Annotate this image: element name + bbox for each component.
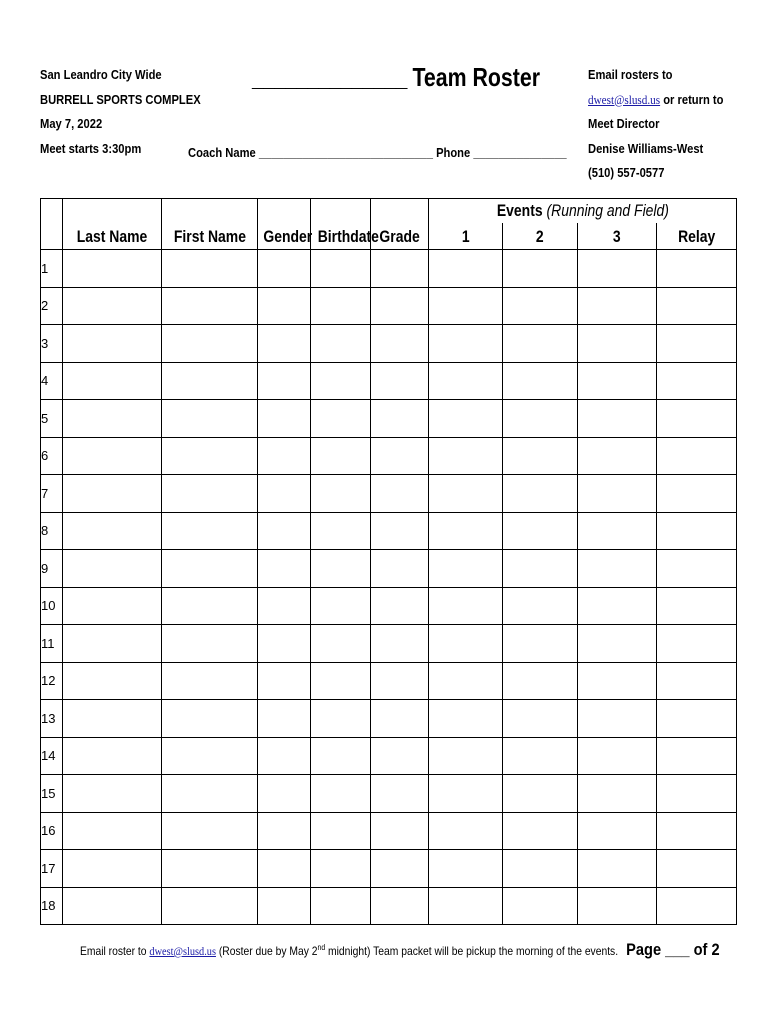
grade-cell[interactable] bbox=[371, 775, 429, 813]
row-number: 6 bbox=[41, 437, 63, 475]
grade-cell[interactable] bbox=[371, 737, 429, 775]
row-number: 16 bbox=[41, 812, 63, 850]
relay-cell[interactable] bbox=[657, 737, 737, 775]
relay-cell[interactable] bbox=[657, 850, 737, 888]
relay-cell[interactable] bbox=[657, 362, 737, 400]
row-number: 7 bbox=[41, 475, 63, 513]
row-number: 14 bbox=[41, 737, 63, 775]
meet-venue: BURRELL SPORTS COMPLEX bbox=[40, 91, 201, 107]
relay-cell[interactable] bbox=[657, 812, 737, 850]
relay-cell[interactable] bbox=[657, 475, 737, 513]
gender-cell[interactable] bbox=[258, 812, 311, 850]
last-name-cell[interactable] bbox=[63, 400, 162, 438]
row-number: 17 bbox=[41, 850, 63, 888]
birthdate-cell[interactable] bbox=[311, 775, 371, 813]
relay-cell[interactable] bbox=[657, 700, 737, 738]
birthdate-cell[interactable] bbox=[311, 362, 371, 400]
gender-cell[interactable] bbox=[258, 475, 311, 513]
meet-date: May 7, 2022 bbox=[40, 116, 103, 131]
phone-label: Phone bbox=[436, 145, 471, 160]
grade-cell[interactable] bbox=[371, 325, 429, 363]
event-2-cell[interactable] bbox=[503, 775, 578, 813]
coach-name-field[interactable]: ____________________________ bbox=[258, 145, 433, 160]
last-name-cell[interactable] bbox=[63, 700, 162, 738]
birthdate-cell[interactable] bbox=[311, 587, 371, 625]
title-text: Team Roster bbox=[412, 62, 541, 92]
email-link[interactable]: dwest@slusd.us bbox=[588, 91, 661, 107]
relay-cell[interactable] bbox=[657, 587, 737, 625]
first-name-cell[interactable] bbox=[162, 400, 258, 438]
first-name-cell[interactable] bbox=[162, 737, 258, 775]
grade-cell[interactable] bbox=[371, 550, 429, 588]
col-grade: Grade bbox=[371, 223, 429, 250]
birthdate-cell[interactable] bbox=[311, 512, 371, 550]
meet-start-time: Meet starts 3:30pm bbox=[40, 140, 142, 156]
table-row bbox=[41, 587, 737, 625]
last-name-cell[interactable] bbox=[63, 512, 162, 550]
col-event-3: 3 bbox=[578, 223, 657, 250]
first-name-cell[interactable] bbox=[162, 887, 258, 925]
team-name-blank[interactable]: ______________ bbox=[252, 62, 407, 92]
last-name-cell[interactable] bbox=[63, 550, 162, 588]
first-name-cell[interactable] bbox=[162, 512, 258, 550]
first-name-cell[interactable] bbox=[162, 437, 258, 475]
col-relay: Relay bbox=[657, 223, 737, 250]
relay-cell[interactable] bbox=[657, 887, 737, 925]
event-2-cell[interactable] bbox=[503, 325, 578, 363]
footer-note: Email roster to dwest@slusd.us (Roster due by May 2nd midnight) Team packet will be pickup the morning of the events. Page ___ of 2 bbox=[80, 940, 720, 959]
col-birthdate: Birthdate bbox=[311, 223, 371, 250]
grade-cell[interactable] bbox=[371, 362, 429, 400]
event-1-cell[interactable] bbox=[429, 250, 503, 288]
birthdate-cell[interactable] bbox=[311, 700, 371, 738]
row-number: 18 bbox=[41, 887, 63, 925]
table-row bbox=[41, 700, 737, 738]
grade-cell[interactable] bbox=[371, 887, 429, 925]
event-1-cell[interactable] bbox=[429, 625, 503, 663]
first-name-cell[interactable] bbox=[162, 325, 258, 363]
event-1-cell[interactable] bbox=[429, 700, 503, 738]
roster-table bbox=[40, 198, 737, 925]
row-number: 11 bbox=[41, 625, 63, 663]
first-name-cell[interactable] bbox=[162, 362, 258, 400]
relay-cell[interactable] bbox=[657, 400, 737, 438]
event-3-cell[interactable] bbox=[578, 887, 657, 925]
return-to-text: or return to bbox=[660, 91, 724, 107]
table-row bbox=[41, 887, 737, 925]
phone-field[interactable]: _______________ bbox=[473, 145, 567, 160]
event-2-cell[interactable] bbox=[503, 512, 578, 550]
first-name-cell[interactable] bbox=[162, 700, 258, 738]
last-name-cell[interactable] bbox=[63, 887, 162, 925]
gender-cell[interactable] bbox=[258, 250, 311, 288]
event-1-cell[interactable] bbox=[429, 775, 503, 813]
event-3-cell[interactable] bbox=[578, 700, 657, 738]
first-name-cell[interactable] bbox=[162, 775, 258, 813]
events-note: (Running and Field) bbox=[546, 201, 669, 220]
event-1-cell[interactable] bbox=[429, 325, 503, 363]
gender-cell[interactable] bbox=[258, 700, 311, 738]
col-event-1: 1 bbox=[429, 223, 503, 250]
first-name-cell[interactable] bbox=[162, 550, 258, 588]
gender-cell[interactable] bbox=[258, 625, 311, 663]
birthdate-cell[interactable] bbox=[311, 737, 371, 775]
event-3-cell[interactable] bbox=[578, 550, 657, 588]
event-2-cell[interactable] bbox=[503, 662, 578, 700]
last-name-cell[interactable] bbox=[63, 250, 162, 288]
col-first-name: First Name bbox=[162, 223, 258, 250]
birthdate-cell[interactable] bbox=[311, 475, 371, 513]
gender-cell[interactable] bbox=[258, 775, 311, 813]
gender-cell[interactable] bbox=[258, 512, 311, 550]
event-3-cell[interactable] bbox=[578, 287, 657, 325]
contact-info bbox=[588, 63, 723, 186]
col-last-name: Last Name bbox=[63, 223, 162, 250]
row-number: 4 bbox=[41, 362, 63, 400]
relay-cell[interactable] bbox=[657, 287, 737, 325]
first-name-cell[interactable] bbox=[162, 662, 258, 700]
event-1-cell[interactable] bbox=[429, 400, 503, 438]
table-row bbox=[41, 475, 737, 513]
last-name-cell[interactable] bbox=[63, 737, 162, 775]
event-2-cell[interactable] bbox=[503, 287, 578, 325]
events-label: Events bbox=[496, 201, 543, 220]
last-name-cell[interactable] bbox=[63, 812, 162, 850]
event-2-cell[interactable] bbox=[503, 475, 578, 513]
table-row bbox=[41, 775, 737, 813]
email-line bbox=[588, 88, 723, 113]
event-2-cell[interactable] bbox=[503, 887, 578, 925]
table-row bbox=[41, 512, 737, 550]
last-name-cell[interactable] bbox=[63, 362, 162, 400]
birthdate-cell[interactable] bbox=[311, 287, 371, 325]
row-number: 10 bbox=[41, 587, 63, 625]
gender-cell[interactable] bbox=[258, 437, 311, 475]
table-row bbox=[41, 850, 737, 888]
last-name-cell[interactable] bbox=[63, 437, 162, 475]
gender-cell[interactable] bbox=[258, 737, 311, 775]
event-1-cell[interactable] bbox=[429, 662, 503, 700]
event-1-cell[interactable] bbox=[429, 550, 503, 588]
event-2-cell[interactable] bbox=[503, 850, 578, 888]
event-1-cell[interactable] bbox=[429, 437, 503, 475]
event-1-cell[interactable] bbox=[429, 475, 503, 513]
relay-cell[interactable] bbox=[657, 662, 737, 700]
event-2-cell[interactable] bbox=[503, 362, 578, 400]
meet-info bbox=[40, 63, 201, 161]
gender-cell[interactable] bbox=[258, 662, 311, 700]
relay-cell[interactable] bbox=[657, 775, 737, 813]
birthdate-cell[interactable] bbox=[311, 887, 371, 925]
table-row bbox=[41, 662, 737, 700]
gender-cell[interactable] bbox=[258, 400, 311, 438]
first-name-cell[interactable] bbox=[162, 475, 258, 513]
coach-label: Coach Name bbox=[188, 145, 256, 160]
event-3-cell[interactable] bbox=[578, 400, 657, 438]
grade-cell[interactable] bbox=[371, 475, 429, 513]
event-2-cell[interactable] bbox=[503, 737, 578, 775]
event-2-cell[interactable] bbox=[503, 587, 578, 625]
meet-director-label: Meet Director bbox=[588, 116, 660, 131]
event-3-cell[interactable] bbox=[578, 812, 657, 850]
page-number: Page ___ of 2 bbox=[626, 940, 720, 959]
table-row bbox=[41, 437, 737, 475]
event-3-cell[interactable] bbox=[578, 850, 657, 888]
event-3-cell[interactable] bbox=[578, 362, 657, 400]
last-name-cell[interactable] bbox=[63, 850, 162, 888]
table-row bbox=[41, 550, 737, 588]
relay-cell[interactable] bbox=[657, 325, 737, 363]
email-rosters-label: Email rosters to bbox=[588, 67, 673, 82]
table-row bbox=[41, 400, 737, 438]
table-row bbox=[41, 287, 737, 325]
table-row bbox=[41, 812, 737, 850]
meet-org: San Leandro City Wide bbox=[40, 67, 162, 82]
event-3-cell[interactable] bbox=[578, 512, 657, 550]
col-event-2: 2 bbox=[503, 223, 578, 250]
gender-cell[interactable] bbox=[258, 287, 311, 325]
row-number: 13 bbox=[41, 700, 63, 738]
event-1-cell[interactable] bbox=[429, 737, 503, 775]
event-3-cell[interactable] bbox=[578, 437, 657, 475]
event-2-cell[interactable] bbox=[503, 550, 578, 588]
gender-cell[interactable] bbox=[258, 887, 311, 925]
event-2-cell[interactable] bbox=[503, 812, 578, 850]
event-3-cell[interactable] bbox=[578, 737, 657, 775]
gender-cell[interactable] bbox=[258, 587, 311, 625]
grade-cell[interactable] bbox=[371, 662, 429, 700]
event-3-cell[interactable] bbox=[578, 775, 657, 813]
event-3-cell[interactable] bbox=[578, 475, 657, 513]
first-name-cell[interactable] bbox=[162, 287, 258, 325]
first-name-cell[interactable] bbox=[162, 625, 258, 663]
first-name-cell[interactable] bbox=[162, 812, 258, 850]
last-name-cell[interactable] bbox=[63, 325, 162, 363]
row-number: 12 bbox=[41, 662, 63, 700]
event-3-cell[interactable] bbox=[578, 662, 657, 700]
event-1-cell[interactable] bbox=[429, 812, 503, 850]
event-3-cell[interactable] bbox=[578, 587, 657, 625]
relay-cell[interactable] bbox=[657, 250, 737, 288]
birthdate-cell[interactable] bbox=[311, 400, 371, 438]
birthdate-cell[interactable] bbox=[311, 250, 371, 288]
event-1-cell[interactable] bbox=[429, 362, 503, 400]
director-name: Denise Williams-West bbox=[588, 140, 704, 156]
row-number: 2 bbox=[41, 287, 63, 325]
events-header bbox=[429, 199, 737, 224]
grade-cell[interactable] bbox=[371, 700, 429, 738]
grade-cell[interactable] bbox=[371, 250, 429, 288]
gender-cell[interactable] bbox=[258, 550, 311, 588]
event-2-cell[interactable] bbox=[503, 437, 578, 475]
relay-cell[interactable] bbox=[657, 625, 737, 663]
grade-cell[interactable] bbox=[371, 437, 429, 475]
relay-cell[interactable] bbox=[657, 550, 737, 588]
grade-cell[interactable] bbox=[371, 625, 429, 663]
row-num-header bbox=[41, 199, 63, 224]
grade-cell[interactable] bbox=[371, 400, 429, 438]
last-name-cell[interactable] bbox=[63, 475, 162, 513]
birthdate-cell[interactable] bbox=[311, 625, 371, 663]
grade-cell[interactable] bbox=[371, 850, 429, 888]
row-number: 9 bbox=[41, 550, 63, 588]
director-phone: (510) 557-0577 bbox=[588, 165, 665, 180]
relay-cell[interactable] bbox=[657, 512, 737, 550]
first-name-cell[interactable] bbox=[162, 850, 258, 888]
event-2-cell[interactable] bbox=[503, 625, 578, 663]
gender-cell[interactable] bbox=[258, 362, 311, 400]
event-1-cell[interactable] bbox=[429, 512, 503, 550]
table-row bbox=[41, 625, 737, 663]
event-2-cell[interactable] bbox=[503, 250, 578, 288]
row-number: 8 bbox=[41, 512, 63, 550]
grade-cell[interactable] bbox=[371, 287, 429, 325]
birthdate-cell[interactable] bbox=[311, 550, 371, 588]
last-name-cell[interactable] bbox=[63, 287, 162, 325]
grade-cell[interactable] bbox=[371, 512, 429, 550]
last-name-cell[interactable] bbox=[63, 587, 162, 625]
event-2-cell[interactable] bbox=[503, 400, 578, 438]
last-name-cell[interactable] bbox=[63, 662, 162, 700]
event-3-cell[interactable] bbox=[578, 325, 657, 363]
event-3-cell[interactable] bbox=[578, 250, 657, 288]
first-name-cell[interactable] bbox=[162, 250, 258, 288]
table-row bbox=[41, 325, 737, 363]
last-name-cell[interactable] bbox=[63, 775, 162, 813]
event-1-cell[interactable] bbox=[429, 587, 503, 625]
first-name-cell[interactable] bbox=[162, 587, 258, 625]
table-row bbox=[41, 737, 737, 775]
row-number: 15 bbox=[41, 775, 63, 813]
birthdate-cell[interactable] bbox=[311, 662, 371, 700]
row-number: 5 bbox=[41, 400, 63, 438]
row-number: 1 bbox=[41, 250, 63, 288]
footer-email-link[interactable]: dwest@slusd.us bbox=[149, 944, 216, 958]
birthdate-cell[interactable] bbox=[311, 850, 371, 888]
row-number: 3 bbox=[41, 325, 63, 363]
table-row bbox=[41, 362, 737, 400]
gender-cell[interactable] bbox=[258, 850, 311, 888]
table-row bbox=[41, 250, 737, 288]
coach-line bbox=[188, 145, 567, 160]
event-1-cell[interactable] bbox=[429, 850, 503, 888]
grade-cell[interactable] bbox=[371, 587, 429, 625]
gender-cell[interactable] bbox=[258, 325, 311, 363]
birthdate-cell[interactable] bbox=[311, 325, 371, 363]
grade-cell[interactable] bbox=[371, 812, 429, 850]
event-1-cell[interactable] bbox=[429, 887, 503, 925]
last-name-cell[interactable] bbox=[63, 625, 162, 663]
event-3-cell[interactable] bbox=[578, 625, 657, 663]
birthdate-cell[interactable] bbox=[311, 437, 371, 475]
relay-cell[interactable] bbox=[657, 437, 737, 475]
event-1-cell[interactable] bbox=[429, 287, 503, 325]
event-2-cell[interactable] bbox=[503, 700, 578, 738]
col-gender: Gender bbox=[258, 223, 311, 250]
page-title bbox=[252, 62, 540, 93]
birthdate-cell[interactable] bbox=[311, 812, 371, 850]
